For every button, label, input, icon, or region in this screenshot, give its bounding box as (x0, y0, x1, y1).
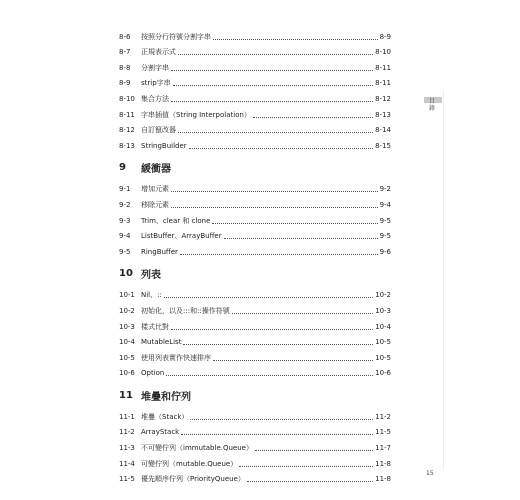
entry-title: 分割字串 (141, 63, 169, 72)
entry-number: 10-5 (119, 353, 135, 362)
entry-number: 9-3 (119, 216, 131, 225)
entry-number: 10-1 (119, 291, 135, 300)
entry-page: 8-15 (375, 141, 391, 150)
toc-entry[interactable] (119, 104, 391, 120)
toc-entry[interactable] (119, 226, 391, 242)
entry-title: 可變佇列（mutable.Queue） (141, 459, 238, 468)
chapter-number: 11 (119, 389, 133, 401)
toc-entry[interactable] (119, 347, 391, 363)
toc-entry[interactable] (119, 179, 391, 195)
entry-page: 8-14 (375, 126, 391, 135)
toc-entry[interactable] (119, 422, 391, 438)
entry-number: 8-7 (119, 48, 131, 57)
entry-page: 9-5 (379, 232, 391, 241)
entry-number: 8-6 (119, 32, 131, 41)
entry-page: 9-4 (379, 200, 391, 209)
toc-entry[interactable] (119, 363, 391, 379)
entry-title: 自訂竄改器 (141, 126, 176, 135)
entry-number: 11-1 (119, 412, 135, 421)
entry-page: 11-8 (375, 475, 391, 484)
entry-number: 10-2 (119, 306, 135, 315)
entry-title: Nil、:: (141, 291, 162, 300)
entry-title: StringBuilder (141, 141, 187, 150)
entry-number: 8-8 (119, 63, 131, 72)
entry-number: 10-6 (119, 369, 135, 378)
entry-number: 8-9 (119, 79, 131, 88)
dot-leader (190, 419, 373, 420)
entry-number: 10-3 (119, 322, 135, 331)
entry-title: 堆疊（Stack） (141, 412, 189, 421)
dot-leader (171, 70, 373, 71)
entry-title: 增加元素 (141, 185, 169, 194)
entry-title: 移除元素 (141, 200, 169, 209)
toc-entry[interactable] (119, 241, 391, 257)
chapter-heading (119, 159, 391, 177)
entry-number: 8-13 (119, 141, 135, 150)
dot-leader (180, 254, 378, 255)
toc-entry[interactable] (119, 437, 391, 453)
dot-leader (171, 101, 373, 102)
dot-leader (164, 297, 373, 298)
entry-title: 樣式比對 (141, 322, 169, 331)
chapter-number: 9 (119, 162, 126, 174)
table-of-contents (119, 26, 391, 484)
dot-leader (183, 344, 373, 345)
entry-number: 10-4 (119, 338, 135, 347)
entry-title: 字串插值（String Interpolation） (141, 110, 251, 119)
entry-page: 11-2 (375, 412, 391, 421)
dot-leader (171, 191, 378, 192)
entry-page: 8-10 (375, 48, 391, 57)
entry-title: MutableList (141, 338, 182, 347)
entry-title: 不可變佇列（immutable.Queue） (141, 444, 253, 453)
chapter-title: 列表 (141, 270, 161, 282)
entry-title: RingBuffer (141, 247, 178, 256)
entry-page: 11-5 (375, 428, 391, 437)
entry-number: 8-10 (119, 94, 135, 103)
entry-page: 8-9 (379, 32, 391, 41)
entry-title: ArrayStack (141, 428, 180, 437)
entry-page: 9-6 (379, 247, 391, 256)
dot-leader (166, 375, 373, 376)
margin-line (443, 90, 444, 470)
toc-entry[interactable] (119, 300, 391, 316)
toc-entry[interactable] (119, 406, 391, 422)
sidebar-label: 目錄 (428, 98, 435, 112)
dot-leader (239, 466, 373, 467)
dot-leader (247, 481, 373, 482)
entry-title: 優先順序佇列（PriorityQueue） (141, 475, 245, 484)
entry-page: 8-11 (375, 63, 391, 72)
toc-entry[interactable] (119, 210, 391, 226)
toc-entry[interactable] (119, 88, 391, 104)
entry-number: 8-12 (119, 126, 135, 135)
dot-leader (224, 238, 378, 239)
dot-leader (181, 434, 373, 435)
entry-number: 11-5 (119, 475, 135, 484)
entry-page: 9-2 (379, 185, 391, 194)
dot-leader (171, 207, 378, 208)
toc-entry[interactable] (119, 332, 391, 348)
dot-leader (171, 329, 373, 330)
entry-page: 8-12 (375, 94, 391, 103)
entry-number: 9-1 (119, 185, 131, 194)
entry-title: 集合方法 (141, 94, 169, 103)
toc-entry[interactable] (119, 26, 391, 42)
entry-title: ListBuffer、ArrayBuffer (141, 232, 222, 241)
entry-page: 11-8 (375, 459, 391, 468)
toc-entry[interactable] (119, 194, 391, 210)
dot-leader (213, 360, 373, 361)
entry-page: 9-5 (379, 216, 391, 225)
entry-number: 9-4 (119, 232, 131, 241)
entry-number: 8-11 (119, 110, 135, 119)
dot-leader (212, 223, 377, 224)
entry-page: 10-2 (375, 291, 391, 300)
toc-entry[interactable] (119, 42, 391, 58)
entry-number: 11-4 (119, 459, 135, 468)
toc-entry[interactable] (119, 469, 391, 485)
entry-page: 10-5 (375, 338, 391, 347)
entry-page: 11-7 (375, 444, 391, 453)
chapter-title: 堆疊和佇列 (141, 391, 191, 403)
page-number: 15 (426, 470, 434, 477)
chapter-title: 緩衝器 (141, 164, 171, 176)
entry-number: 9-5 (119, 247, 131, 256)
toc-entry[interactable] (119, 73, 391, 89)
entry-title: 按照分行符號分割字串 (141, 32, 211, 41)
toc-entry[interactable] (119, 285, 391, 301)
toc-entry[interactable] (119, 120, 391, 136)
chapter-number: 10 (119, 268, 133, 280)
dot-leader (173, 85, 373, 86)
toc-entry[interactable] (119, 453, 391, 469)
entry-page: 8-11 (375, 79, 391, 88)
dot-leader (255, 450, 373, 451)
entry-number: 11-2 (119, 428, 135, 437)
dot-leader (178, 132, 373, 133)
entry-number: 11-3 (119, 444, 135, 453)
entry-title: Option (141, 369, 165, 378)
entry-title: Trim、clear 和 clone (141, 216, 211, 225)
toc-entry[interactable] (119, 135, 391, 151)
entry-page: 10-5 (375, 353, 391, 362)
entry-number: 9-2 (119, 200, 131, 209)
chapter-heading (119, 386, 391, 404)
toc-entry[interactable] (119, 316, 391, 332)
dot-leader (178, 54, 373, 55)
entry-page: 8-13 (375, 110, 391, 119)
dot-leader (189, 148, 373, 149)
chapter-heading (119, 265, 391, 283)
dot-leader (213, 39, 378, 40)
dot-leader (232, 313, 373, 314)
entry-title: strip字串 (141, 79, 171, 88)
dot-leader (253, 117, 373, 118)
toc-entry[interactable] (119, 57, 391, 73)
entry-title: 使用列表實作快速排序 (141, 353, 211, 362)
entry-page: 10-4 (375, 322, 391, 331)
entry-title: 初始化，以及:::和::操作符號 (141, 306, 230, 315)
entry-title: 正規表示式 (141, 48, 176, 57)
entry-page: 10-3 (375, 306, 391, 315)
entry-page: 10-6 (375, 369, 391, 378)
